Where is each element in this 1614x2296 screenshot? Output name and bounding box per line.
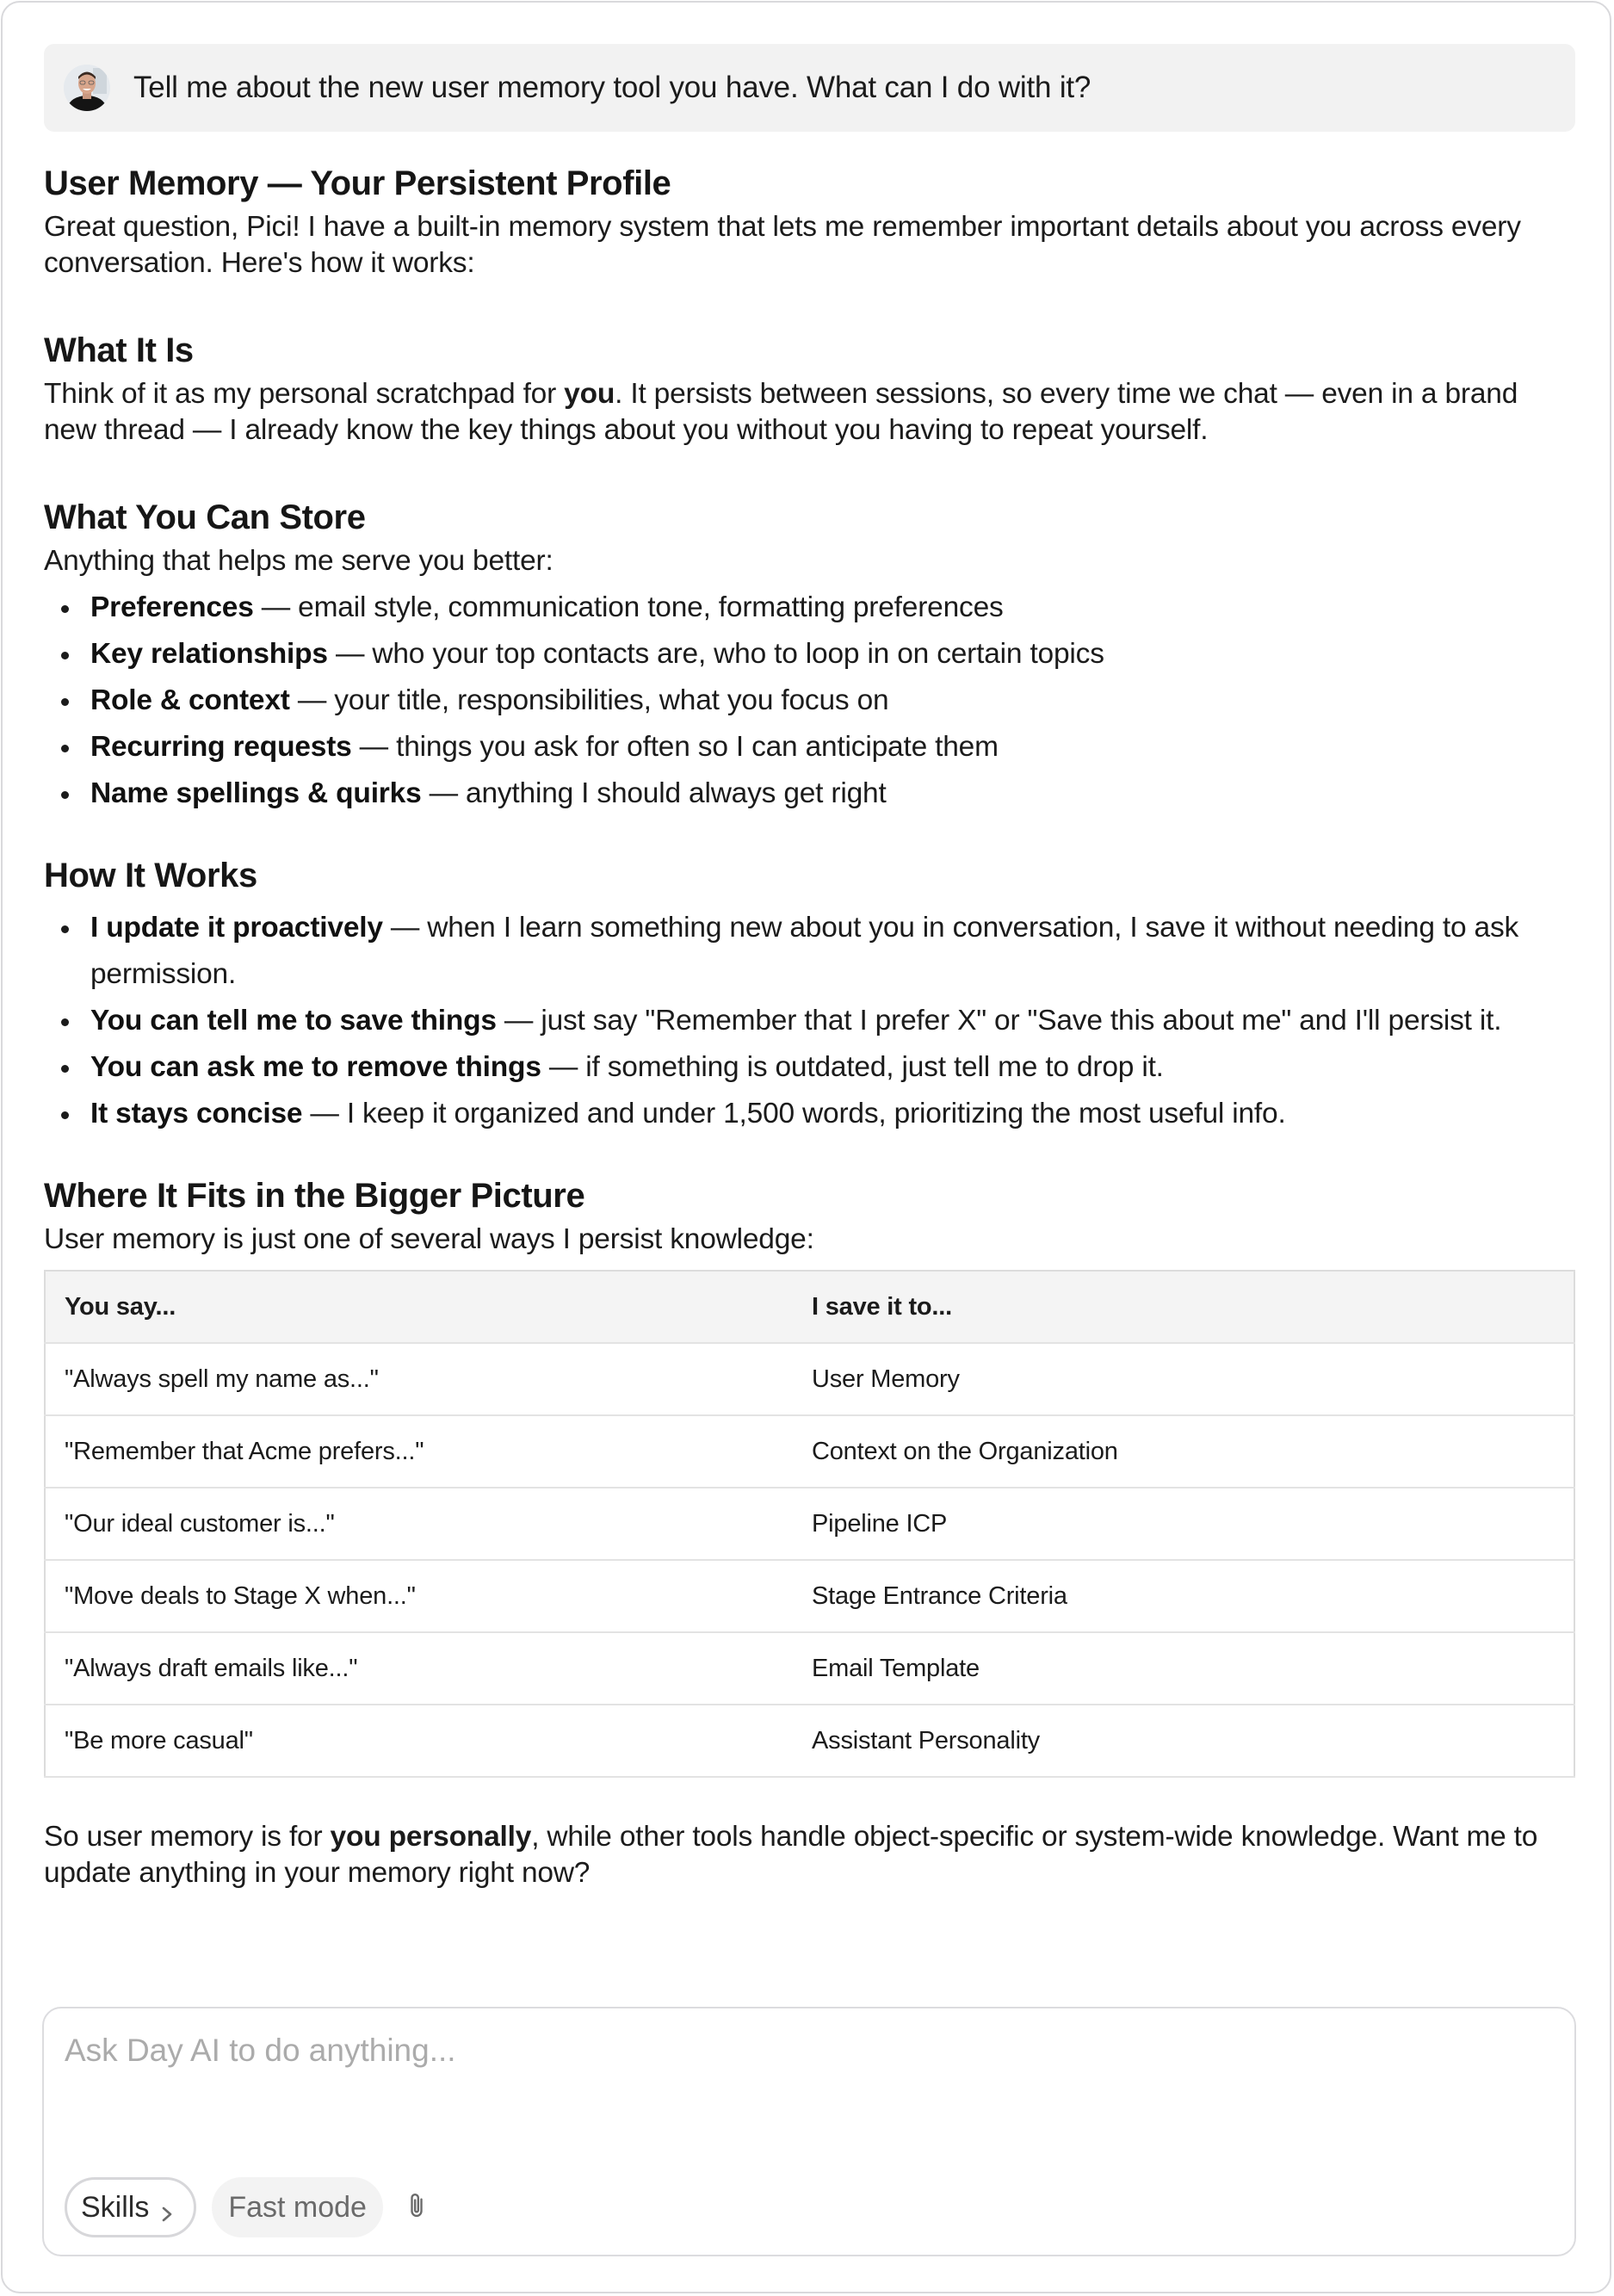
list-item-title: Preferences xyxy=(90,591,254,623)
table-cell: "Be more casual" xyxy=(45,1705,812,1777)
list-item xyxy=(44,905,1576,998)
user-message xyxy=(44,44,1575,132)
list-item xyxy=(44,770,1576,817)
closing-text-part: , while other tools handle object-specific or system-wide knowledge. Want me to update anything in your memory right now? xyxy=(44,1821,1538,1889)
table-cell: Stage Entrance Criteria xyxy=(812,1560,1574,1632)
assistant-response xyxy=(44,159,1576,1891)
list-item xyxy=(44,1044,1576,1091)
section-heading-what-you-can-store: What You Can Store xyxy=(44,498,366,536)
list-item-title: You can tell me to save things xyxy=(90,1005,497,1037)
user-message-text: Tell me about the new user memory tool you have. What can I do with it? xyxy=(133,71,1091,104)
list-item-text: — just say "Remember that I prefer X" or "Save this about me" and I'll persist it. xyxy=(496,1005,1502,1037)
list-item-title: Key relationships xyxy=(90,638,328,670)
table-header-save-to: I save it to... xyxy=(812,1271,1574,1343)
list-item-title: Role & context xyxy=(90,684,290,716)
list-item-title: Recurring requests xyxy=(90,731,352,763)
list-item-text: — who your top contacts are, who to loop in on certain topics xyxy=(327,638,1104,670)
table-cell: Context on the Organization xyxy=(812,1415,1574,1488)
list-item-text: — things you ask for often so I can anticipate them xyxy=(351,731,999,763)
user-avatar-photo-icon xyxy=(64,65,110,111)
list-item xyxy=(44,1091,1576,1137)
table-cell: Email Template xyxy=(812,1632,1574,1705)
list-item-title: It stays concise xyxy=(90,1098,303,1129)
list-item-title: I update it proactively xyxy=(90,912,383,944)
closing-text xyxy=(44,1819,1576,1891)
fast-mode-button-label: Fast mode xyxy=(228,2190,367,2224)
table-cell: "Always draft emails like..." xyxy=(45,1632,812,1705)
list-item-text: — when I learn something new about you in conversation, I save it without needing to ask permission. xyxy=(90,912,1519,990)
list-item-text: — if something is outdated, just tell me to drop it. xyxy=(541,1051,1164,1083)
composer-toolbar xyxy=(65,2177,430,2237)
table-cell: Pipeline ICP xyxy=(812,1488,1574,1560)
closing-emphasis: you personally xyxy=(330,1821,532,1853)
table-row xyxy=(45,1560,1574,1632)
store-list xyxy=(44,585,1576,817)
table-cell: "Move deals to Stage X when..." xyxy=(45,1560,812,1632)
closing-text-part: So user memory is for xyxy=(44,1821,331,1853)
chevron-right-icon xyxy=(159,2198,175,2217)
what-it-is-text-part: Think of it as my personal scratchpad for xyxy=(44,378,565,410)
table-cell: "Always spell my name as..." xyxy=(45,1343,812,1415)
table-row xyxy=(45,1343,1574,1415)
what-it-is-text-part: . It persists between sessions, so every time we chat — even in a brand new thread — I already know the key things about you without you having to repeat yourself. xyxy=(44,378,1518,446)
list-item xyxy=(44,678,1576,724)
section-heading-bigger-picture: Where It Fits in the Bigger Picture xyxy=(44,1177,585,1215)
table-row xyxy=(45,1632,1574,1705)
table-row xyxy=(45,1415,1574,1488)
list-item xyxy=(44,998,1576,1044)
list-item-text: — anything I should always get right xyxy=(421,777,887,809)
bigger-picture-intro: User memory is just one of several ways I persist knowledge: xyxy=(44,1223,814,1255)
table-cell: Assistant Personality xyxy=(812,1705,1574,1777)
table-cell: "Remember that Acme prefers..." xyxy=(45,1415,812,1488)
persistence-table xyxy=(44,1270,1575,1778)
section-heading-how-it-works: How It Works xyxy=(44,857,257,894)
message-composer xyxy=(42,2007,1576,2256)
response-intro: Great question, Pici! I have a built-in memory system that lets me remember important details about you across every conversation. Here's how it works: xyxy=(44,211,1521,279)
list-item xyxy=(44,585,1576,631)
list-item-title: Name spellings & quirks xyxy=(90,777,422,809)
paperclip-icon xyxy=(407,2191,426,2225)
list-item-text: — I keep it organized and under 1,500 words, prioritizing the most useful info. xyxy=(302,1098,1286,1129)
response-title: User Memory — Your Persistent Profile xyxy=(44,164,671,202)
table-cell: User Memory xyxy=(812,1343,1574,1415)
list-item-title: You can ask me to remove things xyxy=(90,1051,541,1083)
table-header-you-say: You say... xyxy=(45,1271,812,1343)
table-cell: "Our ideal customer is..." xyxy=(45,1488,812,1560)
list-item xyxy=(44,631,1576,678)
user-avatar xyxy=(64,65,110,111)
list-item xyxy=(44,724,1576,770)
what-you-can-store-intro: Anything that helps me serve you better: xyxy=(44,545,553,577)
chat-window xyxy=(1,1,1611,2293)
skills-button[interactable] xyxy=(65,2177,196,2237)
table-header-row xyxy=(45,1271,1574,1343)
table-row xyxy=(45,1488,1574,1560)
skills-button-label: Skills xyxy=(81,2190,150,2224)
section-heading-what-it-is: What It Is xyxy=(44,331,194,369)
what-it-is-text xyxy=(44,376,1576,449)
list-item-text: — email style, communication tone, formatting preferences xyxy=(253,591,1004,623)
how-it-works-list xyxy=(44,905,1576,1137)
list-item-text: — your title, responsibilities, what you focus on xyxy=(289,684,889,716)
attach-button[interactable] xyxy=(404,2190,430,2225)
table-row xyxy=(45,1705,1574,1777)
message-input[interactable] xyxy=(65,2033,1545,2069)
fast-mode-button[interactable] xyxy=(212,2177,383,2237)
what-it-is-emphasis: you xyxy=(564,378,615,410)
